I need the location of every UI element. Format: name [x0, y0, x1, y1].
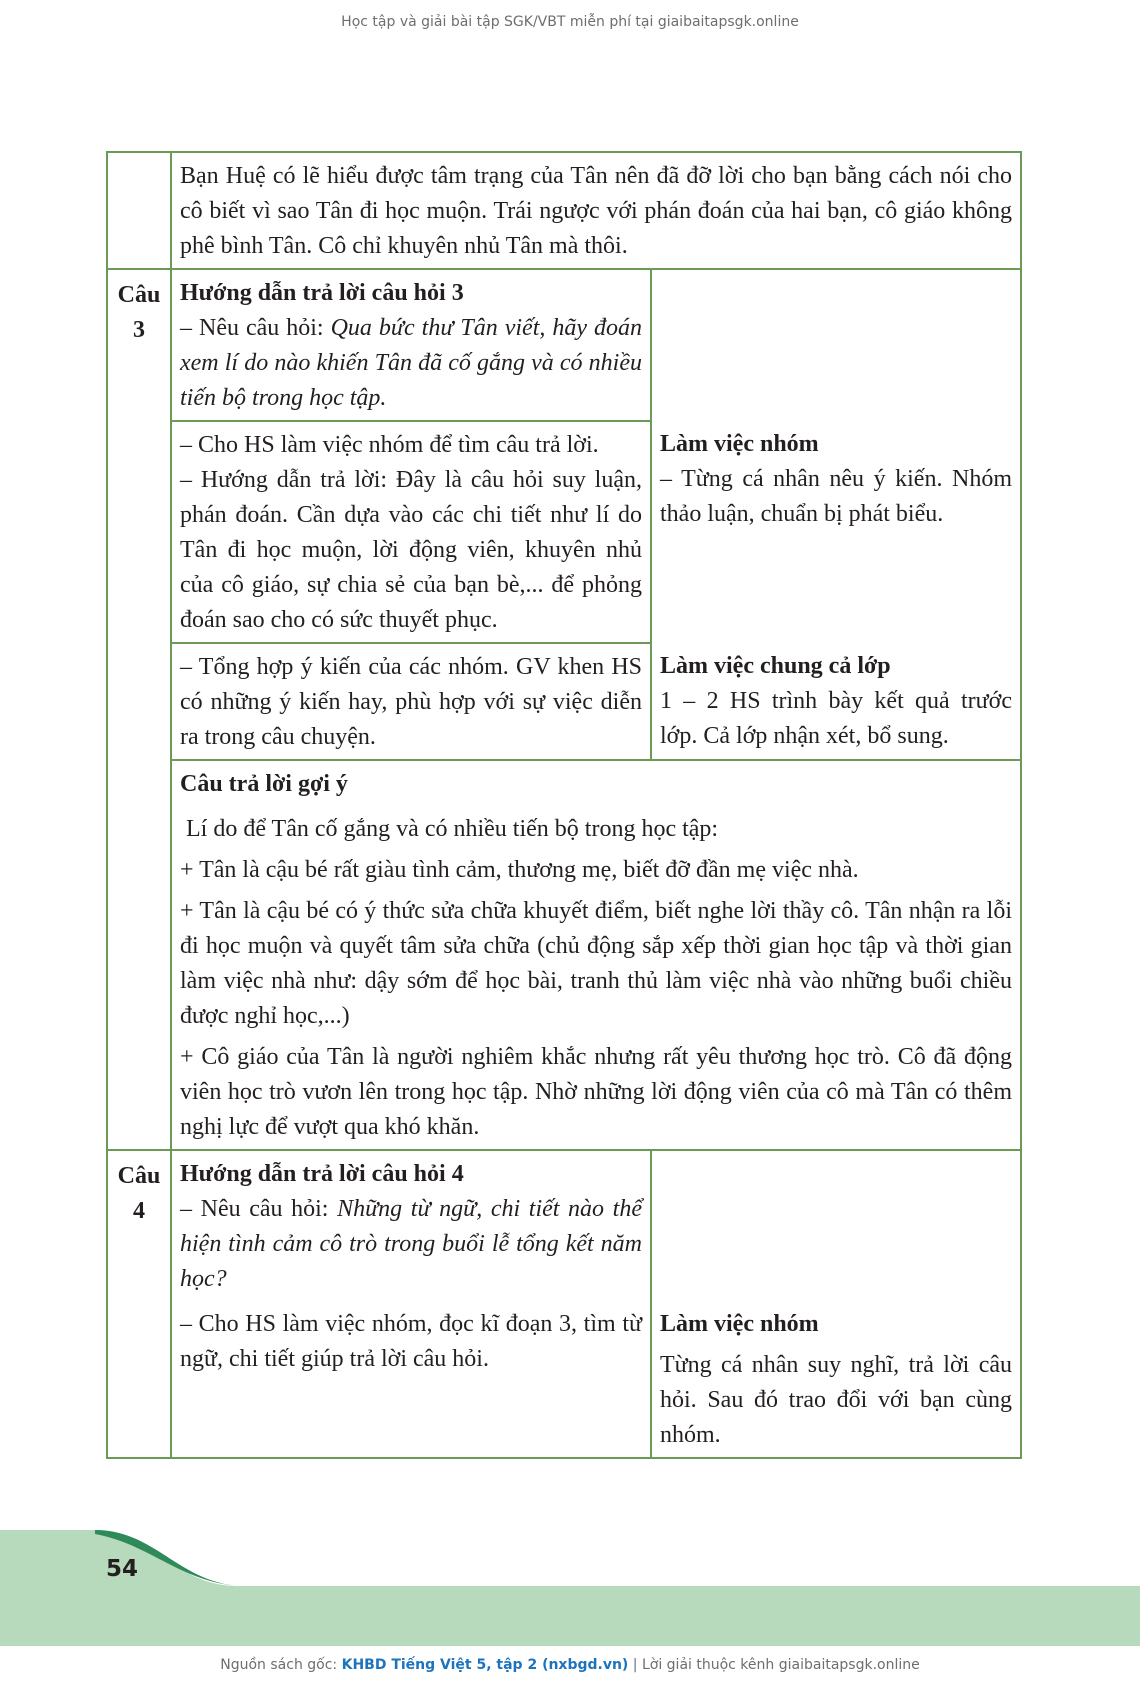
q4-row-heading	[107, 1150, 1021, 1301]
intro-row	[107, 152, 1021, 269]
q3-student-group-cell	[651, 421, 1021, 643]
q4-label-word: Câu	[117, 1163, 161, 1189]
q3-teacher-group-2: – Hướng dẫn trả lời: Đây là câu hỏi suy luận, phán đoán. Cần dựa vào các chi tiết như lí do Tân đi học muộn, lời động viên, khuyên nhủ của cô giáo, sự chia sẻ của bạn bè,... để phỏng đoán sao cho có sức thuyết phục.	[180, 467, 642, 633]
q3-teacher-group-1: – Cho HS làm việc nhóm để tìm câu trả lời.	[180, 432, 599, 458]
q3-teacher-class: – Tổng hợp ý kiến của các nhóm. GV khen HS có những ý kiến hay, phù hợp với sự việc diễn ra trong câu chuyện.	[180, 654, 642, 750]
q4-ask	[180, 1192, 642, 1297]
q4-ask-prefix: – Nêu câu hỏi:	[180, 1196, 338, 1222]
q3-heading-cell	[171, 269, 651, 421]
q3-answer-3: + Cô giáo của Tân là người nghiêm khắc nhưng rất yêu thương học trò. Cô đã động viên học trò vươn lên trong học tập. Nhờ những lời động viên của cô mà Tân có thêm nghị lực để vượt qua khó khăn.	[180, 1044, 1012, 1140]
q3-answer-cell	[171, 760, 1021, 1150]
source-prefix: Nguồn sách gốc:	[220, 1657, 342, 1673]
q3-heading-student-cell	[651, 269, 1021, 421]
q3-row-answer	[107, 760, 1021, 1150]
q4-teacher-group-cell	[171, 1301, 651, 1458]
q3-heading: Hướng dẫn trả lời câu hỏi 3	[180, 280, 464, 306]
intro-label-cell	[107, 152, 171, 269]
q4-heading-cell	[171, 1150, 651, 1301]
q3-answer-title: Câu trả lời gợi ý	[180, 771, 348, 797]
q3-student-class-text: 1 – 2 HS trình bày kết quả trước lớp. Cả lớp nhận xét, bổ sung.	[660, 688, 1012, 749]
q3-label	[107, 269, 171, 1150]
q3-student-class-cell	[651, 643, 1021, 760]
intro-cell	[171, 152, 1021, 269]
q4-ask-question: Những từ ngữ, chi tiết nào thể hiện tình cảm cô trò trong buổi lễ tổng kết năm học?	[180, 1196, 642, 1292]
q4-heading: Hướng dẫn trả lời câu hỏi 4	[180, 1161, 464, 1187]
intro-text: Bạn Huệ có lẽ hiểu được tâm trạng của Tân nên đã đỡ lời cho bạn bằng cách nói cho cô biết vì sao Tân đi học muộn. Trái ngược với phán đoán của hai bạn, cô giáo không phê bình Tân. Cô chỉ khuyên nhủ Tân mà thôi.	[180, 163, 1012, 259]
footer-band	[0, 1530, 1140, 1646]
source-suffix: | Lời giải thuộc kênh giaibaitapsgk.online	[628, 1657, 920, 1673]
q3-ask	[180, 311, 642, 416]
q4-label-number: 4	[133, 1198, 145, 1224]
q3-answer-1: + Tân là cậu bé rất giàu tình cảm, thương mẹ, biết đỡ đần mẹ việc nhà.	[180, 857, 859, 883]
q4-student-group-text: Từng cá nhân suy nghĩ, trả lời câu hỏi. Sau đó trao đổi với bạn cùng nhóm.	[660, 1352, 1012, 1448]
top-banner: Học tập và giải bài tập SGK/VBT miễn phí tại giaibaitapsgk.online	[341, 14, 799, 30]
q3-answer-2: + Tân là cậu bé có ý thức sửa chữa khuyết điểm, biết nghe lời thầy cô. Tân nhận ra lỗi đi học muộn và quyết tâm sửa chữa (chủ động sắp xếp thời gian học tập và thời gian làm việc nhà như: dậy sớm để học bài, tranh thủ làm việc nhà vào những buổi chiều được nghỉ học,...)	[180, 898, 1012, 1029]
lesson-plan-table	[106, 151, 1022, 1459]
q4-student-group-cell	[651, 1301, 1021, 1458]
q3-answer-intro: Lí do để Tân cố gắng và có nhiều tiến bộ trong học tập:	[186, 816, 719, 842]
q3-teacher-class-cell	[171, 643, 651, 760]
q3-student-class-title: Làm việc chung cả lớp	[660, 653, 891, 679]
q3-label-word: Câu	[117, 282, 161, 308]
q3-label-number: 3	[133, 317, 145, 343]
q3-student-group-title: Làm việc nhóm	[660, 431, 819, 457]
q3-ask-prefix: – Nêu câu hỏi:	[180, 315, 331, 341]
source-title-link[interactable]: KHBD Tiếng Việt 5, tập 2 (nxbgd.vn)	[341, 1657, 629, 1673]
q4-heading-student-cell	[651, 1150, 1021, 1301]
q4-row-group	[107, 1301, 1021, 1458]
q4-student-group-title: Làm việc nhóm	[660, 1311, 819, 1337]
q3-row-heading	[107, 269, 1021, 421]
page-number: 54	[106, 1556, 139, 1582]
q3-row-class	[107, 643, 1021, 760]
q3-row-group	[107, 421, 1021, 643]
q4-teacher-group: – Cho HS làm việc nhóm, đọc kĩ đoạn 3, tìm từ ngữ, chi tiết giúp trả lời câu hỏi.	[180, 1311, 642, 1372]
q3-ask-question: Qua bức thư Tân viết, hãy đoán xem lí do nào khiến Tân đã cố gắng và có nhiều tiến bộ trong học tập.	[180, 315, 643, 411]
q3-student-group-text: – Từng cá nhân nêu ý kiến. Nhóm thảo luận, chuẩn bị phát biểu.	[660, 466, 1012, 527]
bottom-banner	[0, 1657, 1140, 1673]
q3-teacher-group-cell	[171, 421, 651, 643]
q4-label	[107, 1150, 171, 1458]
